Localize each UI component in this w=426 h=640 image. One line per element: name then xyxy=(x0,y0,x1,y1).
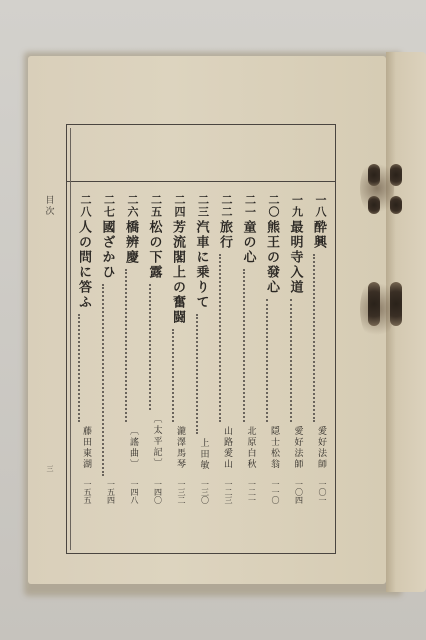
entry-number: 一八 xyxy=(314,194,327,218)
margin-label: 目次 xyxy=(45,196,55,217)
entry-title: 最明寺入道 xyxy=(287,220,303,295)
entry-number: 二一 xyxy=(243,194,257,218)
binding-hole xyxy=(390,164,402,186)
frame-header-band xyxy=(66,124,336,182)
entry-author: 藤田東湖 xyxy=(81,426,91,470)
toc-entry xyxy=(161,194,187,520)
entry-number: 二四 xyxy=(173,194,186,218)
dot-leader xyxy=(78,314,83,422)
entry-page: 一〇一 xyxy=(318,480,327,504)
toc-entry xyxy=(208,194,234,520)
entry-author: 上田敏 xyxy=(198,438,209,471)
entry-author: 愛好法師 xyxy=(292,426,303,470)
toc-entry xyxy=(255,194,281,520)
dot-leader xyxy=(219,254,224,422)
dot-leader xyxy=(102,284,107,476)
entry-page: 一二一 xyxy=(247,480,257,504)
dot-leader xyxy=(266,299,271,422)
binding-hole xyxy=(368,164,380,186)
entry-author: 〔謠曲〕 xyxy=(128,426,138,470)
entry-title: 汽車に乗りて xyxy=(193,220,209,310)
dot-leader xyxy=(313,254,318,422)
toc-entry xyxy=(114,194,140,520)
toc-entry xyxy=(91,194,117,520)
entry-author: 北原白秋 xyxy=(245,426,256,470)
binding-hole xyxy=(368,282,380,326)
dot-leader xyxy=(172,329,177,422)
dot-leader xyxy=(149,284,154,410)
entry-title: 人の問に答ふ xyxy=(76,220,91,310)
toc-entry xyxy=(279,194,305,520)
binding-hole xyxy=(368,196,380,214)
entry-author: 山路愛山 xyxy=(222,426,232,470)
entry-page: 一五五 xyxy=(83,480,92,504)
entry-author: 隠士松翁 xyxy=(269,426,279,470)
entry-title: 酔興 xyxy=(311,220,326,250)
entry-page: 一一〇 xyxy=(271,480,280,504)
entry-number: 二五 xyxy=(149,194,163,218)
entry-number: 二六 xyxy=(126,194,139,218)
binding-hole xyxy=(390,196,402,214)
toc-entry xyxy=(138,194,164,520)
entry-title: 童の心 xyxy=(240,220,256,265)
entry-page: 一四〇 xyxy=(153,480,163,504)
dot-leader xyxy=(243,269,248,422)
entry-page: 一三〇 xyxy=(200,480,210,504)
toc-entry xyxy=(302,194,328,520)
entry-page: 一〇四 xyxy=(294,480,304,504)
dot-leader xyxy=(125,269,130,422)
binding-hole xyxy=(390,282,402,326)
entry-title: 熊王の發心 xyxy=(264,220,279,295)
entry-page: 一五四 xyxy=(106,480,116,504)
dot-leader xyxy=(196,314,201,434)
entry-number: 二〇 xyxy=(267,194,280,218)
entry-page: 一三二 xyxy=(177,480,186,504)
entry-number: 二七 xyxy=(102,194,116,218)
entry-number: 二三 xyxy=(196,194,210,218)
entry-page: 一二三 xyxy=(224,480,233,504)
entry-author: 瀧澤馬琴 xyxy=(175,426,185,470)
entry-title: 橋辨慶 xyxy=(123,220,138,265)
toc-entry xyxy=(185,194,211,520)
entry-number: 一九 xyxy=(290,194,304,218)
entry-author: 愛好法師 xyxy=(316,426,326,470)
entry-title: 國ざかひ xyxy=(99,220,115,280)
entry-number: 二二 xyxy=(220,194,233,218)
entry-number: 二八 xyxy=(79,194,92,218)
entry-author: 〔太平記〕 xyxy=(151,414,162,469)
entry-page: 一四八 xyxy=(130,480,139,504)
entry-title: 芳流閣上の奮闘 xyxy=(170,220,185,325)
page-number: 三 xyxy=(46,465,54,473)
entry-title: 松の下露 xyxy=(146,220,162,280)
toc-entry xyxy=(232,194,258,520)
dot-leader xyxy=(290,299,295,422)
entry-title: 旅行 xyxy=(217,220,232,250)
toc-entry xyxy=(67,194,93,520)
